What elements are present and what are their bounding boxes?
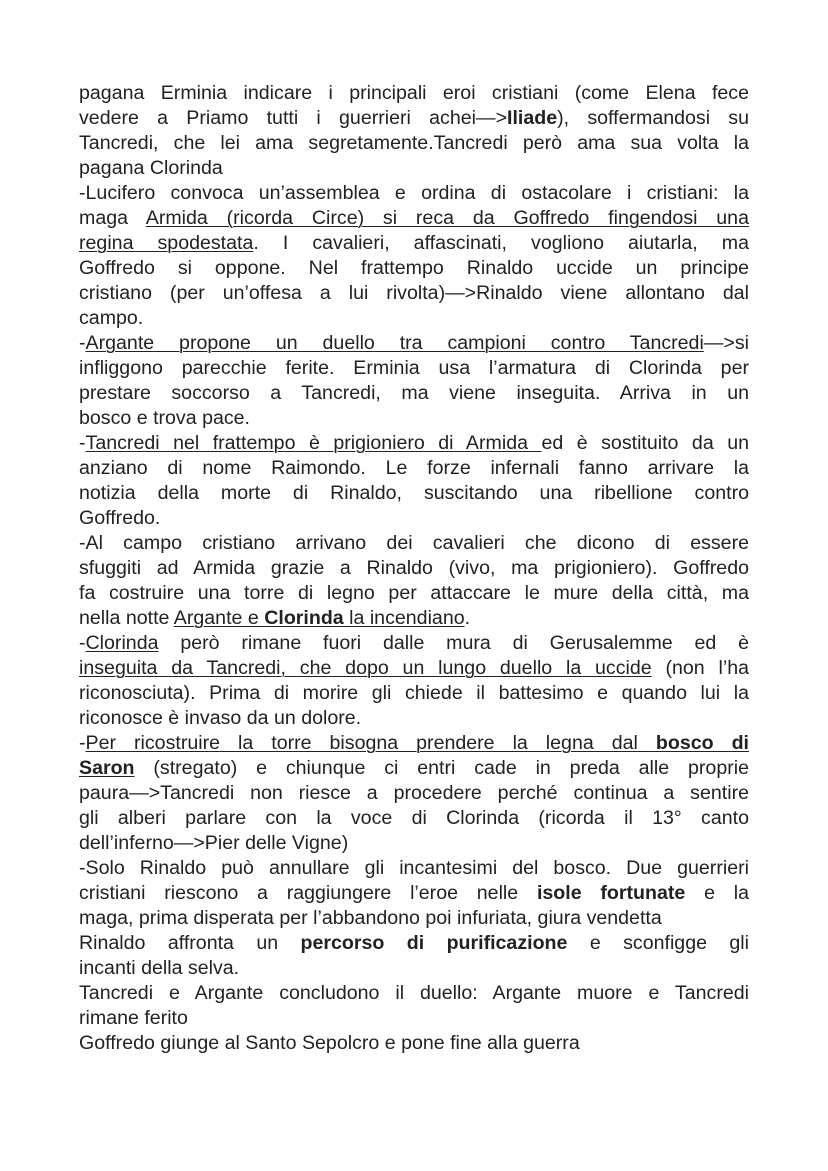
text-segment: paura—>Tancredi non riesce a procedere perché continua a sentire <box>79 782 749 804</box>
text-line <box>79 206 749 231</box>
text-segment: -Al campo cristiano arrivano dei cavalieri che dicono di essere <box>79 532 749 554</box>
text-segment: . <box>464 607 471 629</box>
text-line <box>79 881 749 906</box>
text-segment: fa costruire una torre di legno per attaccare le mure della città, ma <box>79 582 749 604</box>
underlined-text: Per ricostruire la torre bisogna prendere la legna dal <box>85 732 656 754</box>
text-segment: Tancredi, che lei ama segretamente.Tancredi però ama sua volta la <box>79 132 749 154</box>
text-line <box>79 231 749 256</box>
underlined-text: regina spodestata <box>79 232 254 254</box>
underlined-text: Armida (ricorda Circe) si reca da Goffredo fingendosi una <box>145 207 749 229</box>
text-segment: —>si <box>703 332 749 354</box>
text-segment: pagana Clorinda <box>79 157 223 179</box>
bold-text: bosco di <box>655 732 749 754</box>
bold-text: Iliade <box>507 107 558 129</box>
text-line <box>79 781 749 806</box>
text-segment: cristiani riescono a raggiungere l’eroe nelle <box>79 882 537 904</box>
text-segment: anziano di nome Raimondo. Le forze infernali fanno arrivare la <box>79 457 749 479</box>
document-body-text <box>79 81 749 1056</box>
text-segment: (non l’ha <box>651 657 749 679</box>
text-line <box>79 356 749 381</box>
bold-text: Clorinda <box>264 607 344 629</box>
text-line <box>79 331 749 356</box>
underlined-text: inseguita da Tancredi, che dopo un lungo duello la uccide <box>79 657 652 679</box>
text-segment: cristiano (per un’offesa a lui rivolta)—>Rinaldo viene allontano dal <box>79 282 749 304</box>
text-line <box>79 131 749 156</box>
underlined-text: Argante e <box>173 607 265 629</box>
text-segment: - <box>79 432 86 454</box>
text-line <box>79 256 749 281</box>
text-line <box>79 531 749 556</box>
text-line <box>79 656 749 681</box>
underlined-text: la incendiano <box>343 607 465 629</box>
text-line <box>79 156 749 181</box>
text-segment: Goffredo giunge al Santo Sepolcro e pone fine alla guerra <box>79 1032 580 1054</box>
text-line <box>79 756 749 781</box>
bold-text: Saron <box>79 757 135 779</box>
text-line <box>79 706 749 731</box>
text-line <box>79 456 749 481</box>
text-segment: ), soffermandosi su <box>557 107 749 129</box>
text-segment: maga, prima disperata per l’abbandono poi infuriata, giura vendetta <box>79 907 662 929</box>
text-segment: - <box>79 732 86 754</box>
text-segment: - <box>79 632 86 654</box>
text-segment: gli alberi parlare con la voce di Clorinda (ricorda il 13° canto <box>79 807 749 829</box>
text-line <box>79 1006 749 1031</box>
underlined-text: Argante propone un duello tra campioni contro Tancredi <box>85 332 704 354</box>
text-line <box>79 581 749 606</box>
text-segment: ed è sostituito da un <box>541 432 749 454</box>
text-segment: infliggono parecchie ferite. Erminia usa l’armatura di Clorinda per <box>79 357 749 379</box>
text-line <box>79 856 749 881</box>
text-line <box>79 506 749 531</box>
underlined-text: Clorinda <box>85 632 159 654</box>
text-segment: Goffredo si oppone. Nel frattempo Rinaldo uccide un principe <box>79 257 749 279</box>
text-line <box>79 381 749 406</box>
text-line <box>79 481 749 506</box>
text-line <box>79 556 749 581</box>
text-segment: prestare soccorso a Tancredi, ma viene inseguita. Arriva in un <box>79 382 749 404</box>
text-line <box>79 81 749 106</box>
text-segment: maga <box>79 207 146 229</box>
text-line <box>79 431 749 456</box>
text-segment: nella notte <box>79 607 174 629</box>
underlined-text: Tancredi nel frattempo è prigioniero di Armida <box>85 432 542 454</box>
text-line <box>79 181 749 206</box>
bold-text: isole fortunate <box>536 882 686 904</box>
text-segment: vedere a Priamo tutti i guerrieri achei—> <box>79 107 508 129</box>
text-line <box>79 906 749 931</box>
text-line <box>79 281 749 306</box>
text-segment: incanti della selva. <box>79 957 240 979</box>
text-segment: riconosce è invaso da un dolore. <box>79 707 362 729</box>
text-line <box>79 106 749 131</box>
text-line <box>79 956 749 981</box>
text-segment: -Solo Rinaldo può annullare gli incantesimi del bosco. Due guerrieri <box>79 857 749 879</box>
text-segment: (stregato) e chiunque ci entri cade in preda alle proprie <box>134 757 749 779</box>
text-segment: - <box>79 332 86 354</box>
text-segment: e sconfigge gli <box>567 932 749 954</box>
text-segment: notizia della morte di Rinaldo, suscitando una ribellione contro <box>79 482 749 504</box>
text-segment: pagana Erminia indicare i principali eroi cristiani (come Elena fece <box>79 82 749 104</box>
text-segment: Tancredi e Argante concludono il duello: Argante muore e Tancredi <box>79 982 749 1004</box>
text-line <box>79 631 749 656</box>
text-line <box>79 406 749 431</box>
text-line <box>79 681 749 706</box>
text-segment: Goffredo. <box>79 507 161 529</box>
text-line <box>79 831 749 856</box>
text-line <box>79 1031 749 1056</box>
text-line <box>79 306 749 331</box>
text-line <box>79 806 749 831</box>
text-segment: rimane ferito <box>79 1007 188 1029</box>
text-segment: sfuggiti ad Armida grazie a Rinaldo (vivo, ma prigioniero). Goffredo <box>79 557 749 579</box>
text-segment: e la <box>685 882 749 904</box>
text-line <box>79 981 749 1006</box>
text-segment: però rimane fuori dalle mura di Gerusalemme ed è <box>158 632 749 654</box>
text-segment: campo. <box>79 307 144 329</box>
text-segment: . I cavalieri, affascinati, vogliono aiutarla, ma <box>253 232 749 254</box>
bold-text: percorso di purificazione <box>300 932 568 954</box>
text-segment: bosco e trova pace. <box>79 407 251 429</box>
text-line <box>79 731 749 756</box>
text-segment: riconosciuta). Prima di morire gli chiede il battesimo e quando lui la <box>79 682 749 704</box>
text-line <box>79 931 749 956</box>
text-segment: dell’inferno—>Pier delle Vigne) <box>79 832 349 854</box>
text-segment: Rinaldo affronta un <box>79 932 301 954</box>
text-line <box>79 606 749 631</box>
text-segment: -Lucifero convoca un’assemblea e ordina di ostacolare i cristiani: la <box>79 182 749 204</box>
